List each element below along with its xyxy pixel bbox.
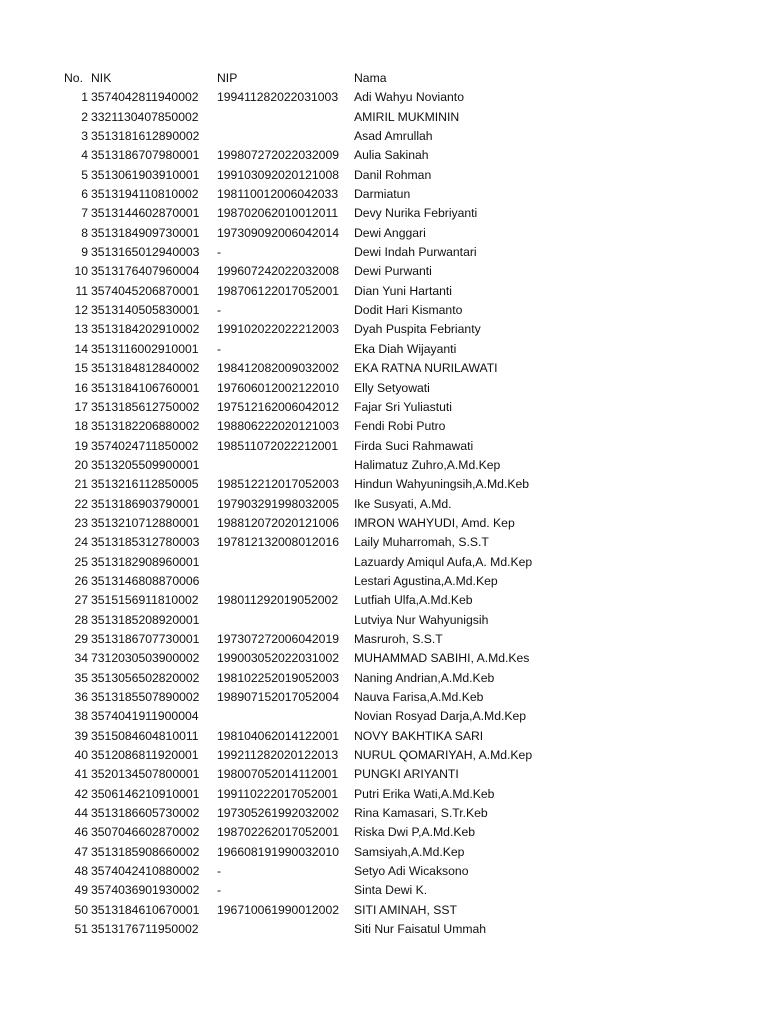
cell-nama: NOVY BAKHTIKA SARI [354, 728, 484, 743]
cell-nip: 197309092006042014 [217, 225, 340, 240]
cell-no: 14 [74, 341, 88, 356]
cell-nik: 3513185507890002 [91, 690, 200, 704]
table-row [0, 475, 768, 494]
cell-nip: 198702062010012011 [217, 206, 339, 221]
table-header [0, 69, 768, 88]
cell-nip: 198102252019052003 [217, 670, 340, 685]
cell-nip [217, 127, 354, 146]
cell-no: 41 [74, 767, 88, 782]
cell-nip: 198011292019052002 [217, 593, 339, 608]
cell-nip: 197305261992032002 [217, 806, 340, 821]
cell-nama: Masruroh, S.S.T [354, 631, 443, 646]
cell-nik: 3513116002910001 [91, 341, 199, 356]
cell-nama: PUNGKI ARIYANTI [354, 767, 459, 782]
cell-nip: 199211282020122013 [217, 748, 339, 763]
cell-nip: 198812072020121006 [217, 515, 340, 530]
cell-nip: 198907152017052004 [217, 690, 340, 704]
cell-no: 13 [74, 322, 88, 337]
table-row [0, 727, 768, 746]
table-row [0, 920, 768, 939]
cell-nip: 199103092020121008 [217, 167, 340, 182]
cell-no: 11 [75, 283, 88, 298]
cell-nip [217, 553, 354, 572]
cell-nip: 197812132008012016 [217, 535, 340, 550]
cell-nama: Fendi Robi Putro [354, 419, 446, 434]
cell-nik: 3513165012940003 [91, 245, 200, 260]
cell-nip: 198806222020121003 [217, 419, 340, 434]
cell-nip: 199102022022212003 [217, 322, 340, 337]
table-row [0, 823, 768, 842]
cell-nip: 198104062014122001 [217, 728, 340, 743]
cell-nik: 3515156911810002 [91, 593, 199, 608]
table-row [0, 262, 768, 281]
cell-no: 38 [74, 709, 88, 724]
table-row [0, 553, 768, 572]
cell-nip: 197606012002122010 [217, 380, 340, 395]
cell-nama: Adi Wahyu Novianto [354, 90, 464, 105]
cell-nama: Dewi Indah Purwantari [354, 245, 477, 260]
cell-no: 51 [74, 922, 88, 937]
cell-no: 12 [74, 303, 88, 318]
table-row [0, 320, 768, 339]
table-row [0, 359, 768, 378]
cell-nik: 3574042410880002 [91, 864, 200, 879]
table-row [0, 785, 768, 804]
header-nik: NIK [91, 71, 112, 85]
cell-no: 15 [74, 361, 88, 376]
cell-no: 6 [81, 187, 88, 202]
cell-no: 7 [81, 206, 88, 221]
cell-no: 25 [74, 554, 88, 569]
cell-nik: 3513194110810002 [91, 187, 199, 202]
table-row [0, 146, 768, 165]
cell-nik: 3515084604810011 [91, 728, 199, 743]
cell-nama: Devy Nurika Febriyanti [354, 206, 478, 221]
cell-nip: - [217, 245, 222, 260]
cell-nik: 3513186605730002 [91, 806, 200, 821]
table-row [0, 746, 768, 765]
cell-nik: 3513056502820002 [91, 670, 200, 685]
cell-nip: - [217, 303, 222, 318]
table-row [0, 398, 768, 417]
cell-nama: EKA RATNA NURILAWATI [354, 361, 498, 376]
table-row [0, 901, 768, 920]
cell-nip [217, 707, 354, 726]
cell-nik: 3513185612750002 [91, 399, 200, 414]
cell-no: 18 [74, 419, 88, 434]
table-row [0, 688, 768, 707]
cell-nip: - [217, 864, 222, 879]
cell-nama: Hindun Wahyuningsih,A.Md.Keb [354, 477, 530, 492]
table-row [0, 862, 768, 881]
cell-no: 9 [81, 245, 88, 260]
table-row [0, 843, 768, 862]
table-row [0, 649, 768, 668]
cell-nama: Sinta Dewi K. [354, 883, 428, 898]
cell-no: 4 [81, 148, 88, 163]
cell-nik: 3513185312780003 [91, 535, 200, 550]
cell-nik: 3513184812840002 [91, 361, 200, 376]
cell-nik: 7312030503900002 [91, 651, 200, 666]
cell-nama: Danil Rohman [354, 167, 432, 182]
cell-no: 34 [74, 651, 88, 666]
cell-nip: - [217, 341, 222, 356]
cell-nik: 3513186707980001 [91, 148, 200, 163]
cell-no: 1 [81, 90, 88, 105]
cell-nip: 199110222017052001 [217, 786, 339, 801]
cell-nik: 3513185208920001 [91, 612, 200, 627]
cell-no: 28 [74, 612, 88, 627]
cell-no: 19 [74, 438, 88, 453]
cell-nama: Dyah Puspita Febrianty [354, 322, 481, 337]
cell-nama: Halimatuz Zuhro,A.Md.Kep [354, 457, 501, 472]
cell-nik: 3513146808870006 [91, 573, 200, 588]
cell-nik: 3513184610670001 [91, 902, 200, 917]
cell-nik: 3513186903790001 [91, 496, 200, 511]
cell-nip: 199003052022031002 [217, 651, 340, 666]
table-row [0, 204, 768, 223]
cell-nama: Fajar Sri Yuliastuti [354, 399, 452, 414]
cell-nip: 199411282022031003 [217, 90, 339, 105]
cell-nip [217, 611, 354, 630]
cell-nama: MUHAMMAD SABIHI, A.Md.Kes [354, 651, 530, 666]
cell-nama: IMRON WAHYUDI, Amd. Kep [354, 515, 515, 530]
table-row [0, 591, 768, 610]
cell-no: 22 [74, 496, 88, 511]
table-body [0, 88, 768, 939]
cell-nik: 3574036901930002 [91, 883, 200, 898]
header-nama: Nama [354, 71, 387, 85]
cell-no: 27 [74, 593, 88, 608]
table-row [0, 707, 768, 726]
cell-nik: 3574024711850002 [91, 438, 199, 453]
cell-nip [217, 456, 354, 475]
cell-nip [217, 108, 354, 127]
cell-nik: 3513184909730001 [91, 225, 200, 240]
cell-nama: Ike Susyati, A.Md. [354, 496, 452, 511]
header-nip: NIP [217, 71, 238, 85]
cell-no: 8 [81, 225, 88, 240]
cell-nama: Dewi Anggari [354, 225, 426, 240]
cell-nik: 3513061903910001 [91, 167, 200, 182]
cell-nama: SITI AMINAH, SST [354, 902, 457, 917]
cell-nik: 3574042811940002 [91, 90, 199, 105]
cell-nama: Rina Kamasari, S.Tr.Keb [354, 806, 488, 821]
table-row [0, 88, 768, 107]
cell-nik: 3513210712880001 [91, 515, 200, 530]
cell-nama: Lutfiah Ulfa,A.Md.Keb [354, 593, 473, 608]
cell-nama: Setyo Adi Wicaksono [354, 864, 469, 879]
table-row [0, 417, 768, 436]
table-row [0, 630, 768, 649]
cell-no: 2 [81, 109, 88, 124]
cell-nip: 197512162006042012 [217, 399, 340, 414]
cell-no: 3 [81, 129, 88, 144]
cell-no: 26 [74, 573, 88, 588]
cell-nama: Naning Andrian,A.Md.Keb [354, 670, 495, 685]
cell-nik: 3513186707730001 [91, 631, 200, 646]
cell-no: 40 [74, 748, 88, 763]
cell-nip: 198511072022212001 [217, 438, 339, 453]
cell-nama: Siti Nur Faisatul Ummah [354, 922, 487, 937]
cell-nama: Putri Erika Wati,A.Md.Keb [354, 786, 495, 801]
cell-nik: 3513182206880002 [91, 419, 200, 434]
cell-nip: 199607242022032008 [217, 264, 340, 279]
cell-nama: Darmiatun [354, 187, 411, 202]
cell-nama: NURUL QOMARIYAH, A.Md.Kep [354, 748, 533, 763]
cell-nip: 198702262017052001 [217, 825, 340, 840]
cell-nama: Eka Diah Wijayanti [354, 341, 457, 356]
cell-nip: - [217, 883, 222, 898]
cell-nik: 3506146210910001 [91, 786, 200, 801]
cell-no: 50 [74, 902, 88, 917]
cell-no: 17 [74, 399, 88, 414]
cell-nip: 198110012006042033 [217, 187, 339, 202]
cell-nip: 199807272022032009 [217, 148, 340, 163]
cell-no: 49 [74, 883, 88, 898]
cell-nik: 3513216112850005 [91, 477, 199, 492]
cell-no: 20 [74, 457, 88, 472]
cell-no: 29 [74, 631, 88, 646]
cell-no: 23 [74, 515, 88, 530]
cell-nama: Riska Dwi P,A.Md.Keb [354, 825, 476, 840]
cell-nik: 3574041911900004 [91, 709, 199, 724]
table-row [0, 804, 768, 823]
cell-nama: Laily Muharromah, S.S.T [354, 535, 489, 550]
cell-nama: Elly Setyowati [354, 380, 430, 395]
table-row [0, 301, 768, 320]
cell-nip [217, 920, 354, 939]
cell-nama: Firda Suci Rahmawati [354, 438, 474, 453]
table-row [0, 224, 768, 243]
cell-nik: 3520134507800001 [91, 767, 200, 782]
cell-nik: 3513185908660002 [91, 844, 200, 859]
header-no: No. [64, 71, 83, 85]
cell-no: 36 [74, 690, 88, 704]
cell-nama: Nauva Farisa,A.Md.Keb [354, 690, 484, 704]
cell-nip: 196608191990032010 [217, 844, 340, 859]
table-row [0, 495, 768, 514]
table-row [0, 282, 768, 301]
cell-no: 35 [74, 670, 88, 685]
table-row [0, 340, 768, 359]
table-row [0, 572, 768, 591]
cell-nama: Novian Rosyad Darja,A.Md.Kep [354, 709, 527, 724]
cell-nik: 3321130407850002 [91, 109, 199, 124]
cell-no: 39 [74, 728, 88, 743]
cell-nik: 3513182908960001 [91, 554, 200, 569]
cell-nip: 196710061990012002 [217, 902, 340, 917]
table-row [0, 611, 768, 630]
cell-nik: 3513176407960004 [91, 264, 200, 279]
cell-nik: 3513140505830001 [91, 303, 200, 318]
table-row [0, 127, 768, 146]
cell-nama: Dian Yuni Hartanti [354, 283, 453, 298]
table-row [0, 166, 768, 185]
cell-no: 48 [74, 864, 88, 879]
cell-no: 47 [74, 844, 88, 859]
table-row [0, 379, 768, 398]
cell-nik: 3574045206870001 [91, 283, 200, 298]
cell-nama: Dewi Purwanti [354, 264, 432, 279]
table-row [0, 514, 768, 533]
cell-nip: 197307272006042019 [217, 631, 340, 646]
cell-nip: 198412082009032002 [217, 361, 340, 376]
data-table [0, 69, 768, 939]
cell-no: 24 [74, 535, 88, 550]
cell-no: 46 [74, 825, 88, 840]
cell-no: 21 [74, 477, 88, 492]
table-row [0, 437, 768, 456]
cell-nama: Asad Amrullah [354, 129, 433, 144]
table-row [0, 881, 768, 900]
cell-nip: 198007052014112001 [217, 767, 339, 782]
cell-nik: 3507046602870002 [91, 825, 200, 840]
cell-nip [217, 572, 354, 591]
cell-nik: 3513176711950002 [91, 922, 199, 937]
cell-nik: 3513181612890002 [91, 129, 200, 144]
table-row [0, 765, 768, 784]
cell-nip: 198512212017052003 [217, 477, 340, 492]
cell-nik: 3512086811920001 [91, 748, 199, 763]
table-row [0, 533, 768, 552]
cell-no: 5 [81, 167, 88, 182]
cell-nama: Lazuardy Amiqul Aufa,A. Md.Kep [354, 554, 533, 569]
table-row [0, 185, 768, 204]
cell-no: 16 [74, 380, 88, 395]
cell-nik: 3513184106760001 [91, 380, 200, 395]
cell-nama: Aulia Sakinah [354, 148, 429, 163]
cell-nama: Samsiyah,A.Md.Kep [354, 844, 465, 859]
cell-nip: 197903291998032005 [217, 496, 340, 511]
cell-nama: Lestari Agustina,A.Md.Kep [354, 573, 498, 588]
cell-nama: AMIRIL MUKMININ [354, 109, 460, 124]
cell-no: 42 [74, 786, 88, 801]
cell-nik: 3513144602870001 [91, 206, 200, 221]
table-row [0, 243, 768, 262]
cell-no: 10 [74, 264, 88, 279]
cell-nama: Lutviya Nur Wahyunigsih [354, 612, 489, 627]
cell-nik: 3513184202910002 [91, 322, 200, 337]
cell-no: 44 [74, 806, 88, 821]
table-row [0, 108, 768, 127]
cell-nip: 198706122017052001 [217, 283, 340, 298]
table-row [0, 669, 768, 688]
cell-nama: Dodit Hari Kismanto [354, 303, 463, 318]
cell-nik: 3513205509900001 [91, 457, 200, 472]
table-row [0, 456, 768, 475]
